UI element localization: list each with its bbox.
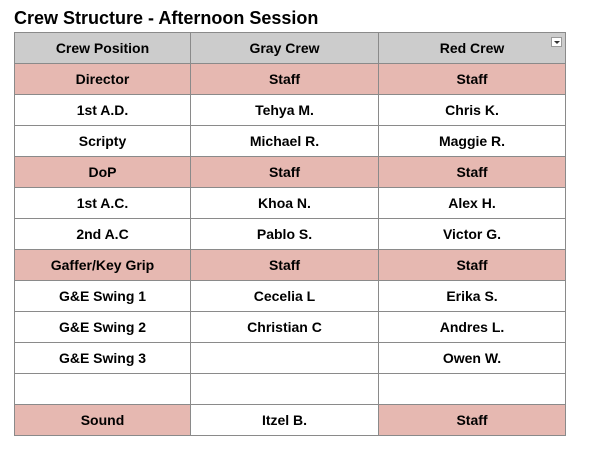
cell-red-crew[interactable]: Staff: [379, 250, 566, 281]
cell-crew-position[interactable]: Scripty: [15, 126, 191, 157]
cell-gray-crew[interactable]: Christian C: [191, 312, 379, 343]
table-row: [15, 188, 566, 219]
cell-red-crew[interactable]: Staff: [379, 64, 566, 95]
table-row: [15, 157, 566, 188]
chevron-down-icon[interactable]: [551, 37, 562, 47]
table-row: [15, 219, 566, 250]
cell-gray-crew[interactable]: Cecelia L: [191, 281, 379, 312]
header-crew-position[interactable]: Crew Position: [15, 33, 191, 64]
sheet-title: Crew Structure - Afternoon Session: [14, 8, 319, 28]
cell-red-crew[interactable]: [379, 374, 566, 405]
header-red-crew[interactable]: Red Crew: [379, 33, 566, 64]
cell-gray-crew[interactable]: Staff: [191, 250, 379, 281]
table-row: [15, 374, 566, 405]
cell-gray-crew[interactable]: Tehya M.: [191, 95, 379, 126]
table-row: [15, 95, 566, 126]
table-row: [15, 405, 566, 436]
table-row: [15, 343, 566, 374]
cell-red-crew[interactable]: Staff: [379, 157, 566, 188]
cell-red-crew[interactable]: Maggie R.: [379, 126, 566, 157]
header-row: [15, 33, 566, 64]
cell-crew-position[interactable]: 1st A.D.: [15, 95, 191, 126]
cell-gray-crew[interactable]: [191, 343, 379, 374]
cell-crew-position[interactable]: G&E Swing 1: [15, 281, 191, 312]
table-row: [15, 126, 566, 157]
cell-gray-crew[interactable]: [191, 374, 379, 405]
table-row: [15, 281, 566, 312]
cell-red-crew[interactable]: Chris K.: [379, 95, 566, 126]
cell-crew-position[interactable]: G&E Swing 3: [15, 343, 191, 374]
cell-gray-crew[interactable]: Khoa N.: [191, 188, 379, 219]
table-row: [15, 64, 566, 95]
table-row: [15, 250, 566, 281]
table-row: [15, 312, 566, 343]
cell-crew-position[interactable]: Director: [15, 64, 191, 95]
cell-red-crew[interactable]: Staff: [379, 405, 566, 436]
cell-gray-crew[interactable]: Pablo S.: [191, 219, 379, 250]
cell-red-crew[interactable]: Alex H.: [379, 188, 566, 219]
cell-red-crew[interactable]: Erika S.: [379, 281, 566, 312]
cell-red-crew[interactable]: Owen W.: [379, 343, 566, 374]
cell-gray-crew[interactable]: Staff: [191, 157, 379, 188]
cell-crew-position[interactable]: DoP: [15, 157, 191, 188]
cell-crew-position[interactable]: [15, 374, 191, 405]
crew-table: [14, 32, 566, 436]
cell-crew-position[interactable]: 1st A.C.: [15, 188, 191, 219]
cell-red-crew[interactable]: Victor G.: [379, 219, 566, 250]
cell-red-crew[interactable]: Andres L.: [379, 312, 566, 343]
cell-gray-crew[interactable]: Michael R.: [191, 126, 379, 157]
cell-crew-position[interactable]: Gaffer/Key Grip: [15, 250, 191, 281]
cell-crew-position[interactable]: Sound: [15, 405, 191, 436]
header-gray-crew[interactable]: Gray Crew: [191, 33, 379, 64]
cell-gray-crew[interactable]: Staff: [191, 64, 379, 95]
cell-crew-position[interactable]: G&E Swing 2: [15, 312, 191, 343]
table-body: [15, 64, 566, 436]
cell-gray-crew[interactable]: Itzel B.: [191, 405, 379, 436]
cell-crew-position[interactable]: 2nd A.C: [15, 219, 191, 250]
